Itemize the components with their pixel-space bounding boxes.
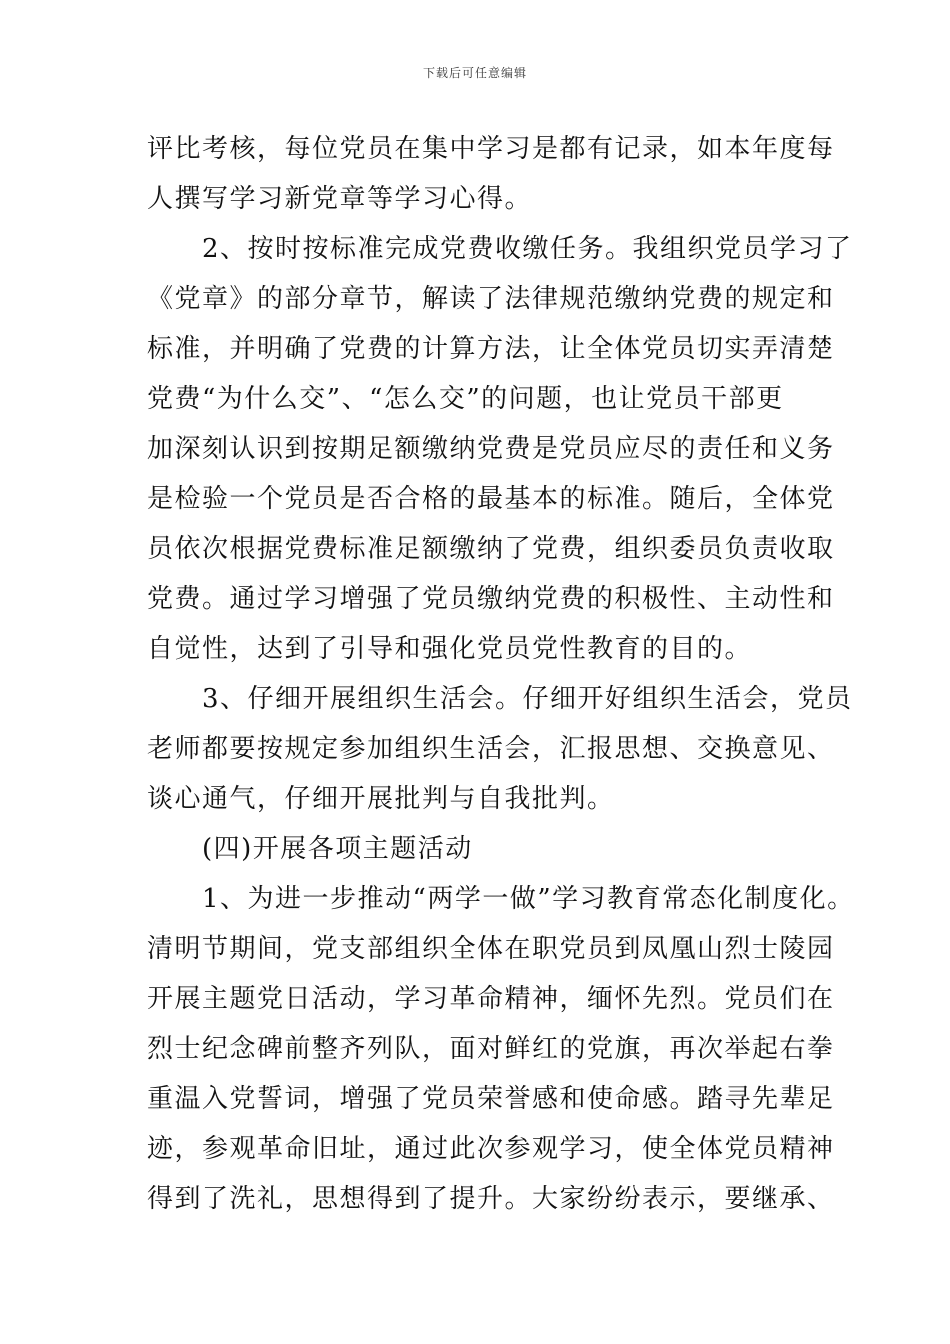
text-line: 开展主题党日活动，学习革命精神，缅怀先烈。党员们在 [147, 984, 835, 1014]
text-line: 是检验一个党员是否合格的最基本的标准。随后，全体党 [147, 484, 835, 514]
text-line: 烈士纪念碑前整齐列队，面对鲜红的党旗，再次举起右拳 [147, 1034, 835, 1064]
text-line: 1、为进一步推动“两学一做”学习教育常态化制度化。 [147, 884, 855, 914]
section-heading: (四)开展各项主题活动 [147, 834, 473, 864]
page-header-note: 下载后可任意编辑 [422, 66, 527, 80]
text-line: 重温入党誓词，增强了党员荣誉感和使命感。踏寻先辈足 [147, 1084, 835, 1114]
text-line: 员依次根据党费标准足额缴纳了党费，组织委员负责收取 [147, 534, 835, 564]
text-line: 评比考核，每位党员在集中学习是都有记录，如本年度每 [147, 134, 835, 164]
text-line: 人撰写学习新党章等学习心得。 [147, 184, 533, 214]
text-line: 党费。通过学习增强了党员缴纳党费的积极性、主动性和 [147, 584, 835, 614]
text-line: 谈心通气，仔细开展批判与自我批判。 [147, 784, 615, 814]
text-line: 迹，参观革命旧址，通过此次参观学习，使全体党员精神 [147, 1134, 835, 1164]
text-line: 标准，并明确了党费的计算方法，让全体党员切实弄清楚 [147, 334, 835, 364]
text-line: 得到了洗礼，思想得到了提升。大家纷纷表示，要继承、 [147, 1184, 835, 1214]
text-line: 《党章》的部分章节，解读了法律规范缴纳党费的规定和 [147, 284, 835, 314]
text-line: 清明节期间，党支部组织全体在职党员到凤凰山烈士陵园 [147, 934, 835, 964]
text-line: 老师都要按规定参加组织生活会，汇报思想、交换意见、 [147, 734, 835, 764]
text-line: 加深刻认识到按期足额缴纳党费是党员应尽的责任和义务 [147, 434, 835, 464]
text-line: 2、按时按标准完成党费收缴任务。我组织党员学习了 [147, 234, 853, 264]
text-line: 党费“为什么交”、“怎么交”的问题，也让党员干部更 [147, 384, 784, 414]
text-line: 3、仔细开展组织生活会。仔细开好组织生活会，党员 [147, 684, 853, 714]
text-line: 自觉性，达到了引导和强化党员党性教育的目的。 [147, 634, 753, 664]
